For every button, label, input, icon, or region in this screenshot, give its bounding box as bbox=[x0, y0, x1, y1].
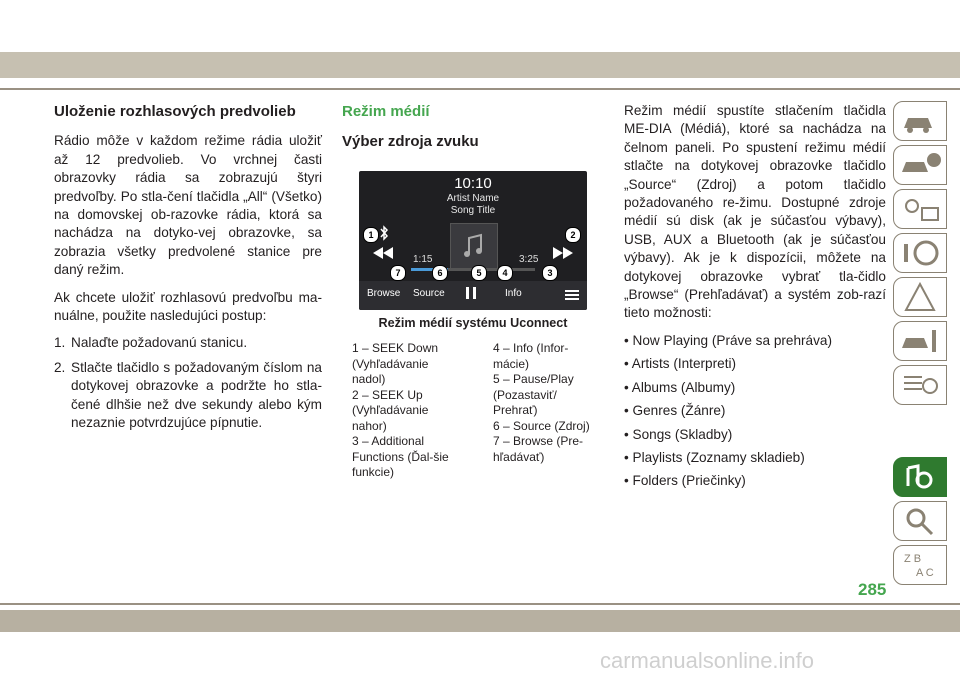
artist-name: Artist Name bbox=[446, 193, 500, 204]
callout-7: 7 bbox=[390, 265, 406, 281]
settings-list-icon[interactable] bbox=[893, 365, 947, 405]
list-item bbox=[54, 359, 322, 433]
seek-down-icon[interactable] bbox=[371, 245, 395, 261]
list-item: • Now Playing (Práve sa prehráva) bbox=[624, 332, 832, 348]
warning-lights-icon[interactable] bbox=[893, 189, 947, 229]
car-tools-icon[interactable] bbox=[893, 321, 947, 361]
step-number: 1. bbox=[54, 335, 66, 351]
footer-rule bbox=[0, 603, 960, 605]
page-number: 285 bbox=[858, 580, 887, 599]
legend-left: 1 – SEEK Down (Vyhľadávanie nadol) 2 – SEEK Up (Vyhľadávanie nahor) 3 – Additional Functions (Ďal-šie funkcie) bbox=[352, 341, 449, 479]
footer-bar bbox=[0, 610, 960, 632]
step-text: Nalaďte požadovanú stanicu. bbox=[71, 335, 248, 351]
left-column bbox=[54, 103, 322, 439]
uconnect-media-screen bbox=[359, 171, 587, 310]
list-item: • Playlists (Zoznamy skladieb) bbox=[624, 449, 805, 465]
callout-3: 3 bbox=[542, 265, 558, 281]
callout-2: 2 bbox=[565, 227, 581, 243]
bluetooth-icon bbox=[379, 225, 389, 241]
total-time: 3:25 bbox=[519, 254, 539, 265]
elapsed-time: 1:15 bbox=[413, 254, 433, 265]
car-info-icon[interactable] bbox=[893, 145, 947, 185]
svg-text:A C: A C bbox=[916, 567, 934, 579]
list-item: • Artists (Interpreti) bbox=[624, 356, 737, 372]
paragraph: Režim médií spustíte stlačením tlačidla ME-DIA (Médiá), ktoré sa nachádza na čelnom paneli. Po spustení režimu médií stlačte na dotykovej obrazovke tlačidlo „Source“ (Zdroj) a potom tlačidlo požadovaného re-žimu. Dostupné zdroje médií sú disk (ak je súčasťou výbavy), USB, AUX a Bluetooth (ak je súčasťou výbavy). Ak je k dispozícii, môžete na dotykovej obrazovke vybrať tla-čidlo „Browse“ (Prehľadávať) a systém zob-razí tieto možnosti: bbox=[624, 103, 886, 321]
clock: 10:10 bbox=[454, 175, 492, 192]
callout-4: 4 bbox=[497, 265, 513, 281]
svg-text:Z B: Z B bbox=[904, 553, 922, 565]
alphabet-index-icon[interactable] bbox=[893, 545, 947, 585]
section-title-media: Režim médií bbox=[342, 103, 430, 120]
step-number: 2. bbox=[54, 359, 66, 375]
seek-up-icon[interactable] bbox=[551, 245, 575, 261]
list-item: • Genres (Žánre) bbox=[624, 403, 726, 419]
watermark: carmanualsonline.info bbox=[600, 648, 815, 673]
callout-1: 1 bbox=[363, 227, 379, 243]
paragraph: Ak chcete uložiť rozhlasovú predvoľbu ma-nuálne, použite nasledujúci postup: bbox=[54, 289, 322, 324]
right-column bbox=[624, 102, 886, 496]
section-title-presets: Uloženie rozhlasových predvolieb bbox=[54, 103, 296, 120]
media-nav-icon[interactable] bbox=[893, 457, 947, 497]
info-button[interactable]: Info bbox=[505, 288, 522, 299]
section-subtitle-audio-source: Výber zdroja zvuku bbox=[342, 133, 479, 150]
legend-right: 4 – Info (Infor-mácie) 5 – Pause/Play (Pozastaviť/ Prehrať) 6 – Source (Zdroj) 7 – Browse (Pre-hľadávať) bbox=[493, 341, 590, 464]
list-item bbox=[54, 334, 322, 352]
pause-icon[interactable] bbox=[464, 285, 478, 301]
steering-wheel-icon[interactable] bbox=[893, 233, 947, 273]
list-item: • Albums (Albumy) bbox=[624, 379, 736, 395]
more-functions-icon[interactable] bbox=[564, 288, 580, 300]
figure-caption: Režim médií systému Uconnect bbox=[378, 316, 568, 330]
step-text: Stlačte tlačidlo s požadovaným číslom na dotykovej obrazovke a podržte ho stla-čené dlhšie než dve sekundy alebo kým nezaznie potvrdzujúce pípnutie. bbox=[71, 359, 322, 431]
callout-5: 5 bbox=[471, 265, 487, 281]
browse-button[interactable]: Browse bbox=[367, 288, 401, 299]
list-item: • Songs (Skladby) bbox=[624, 426, 733, 442]
song-title: Song Title bbox=[450, 205, 496, 216]
car-alert-icon[interactable] bbox=[893, 101, 947, 141]
paragraph: Rádio môže v každom režime rádia uložiť až 12 predvolieb. Vo vrchnej časti obrazovky rádia sa zobrazujú štyri predvoľby. Po stla-čení tlačidla „All“ (Všetko) na domovskej ob-razovke rádia, ktorá sa nachádza na dotyko-vej obrazovke, sa zobrazia všetky predvolené stanice pre daný režim. bbox=[54, 133, 322, 278]
search-icon[interactable] bbox=[893, 501, 947, 541]
music-note-icon bbox=[451, 224, 497, 270]
album-art bbox=[450, 223, 498, 271]
hazard-road-icon[interactable] bbox=[893, 277, 947, 317]
list-item: • Folders (Priečinky) bbox=[624, 473, 746, 489]
source-button[interactable]: Source bbox=[413, 288, 445, 299]
header-bar bbox=[0, 52, 960, 78]
steps-list bbox=[54, 334, 322, 432]
callout-6: 6 bbox=[432, 265, 448, 281]
header-rule bbox=[0, 88, 960, 90]
